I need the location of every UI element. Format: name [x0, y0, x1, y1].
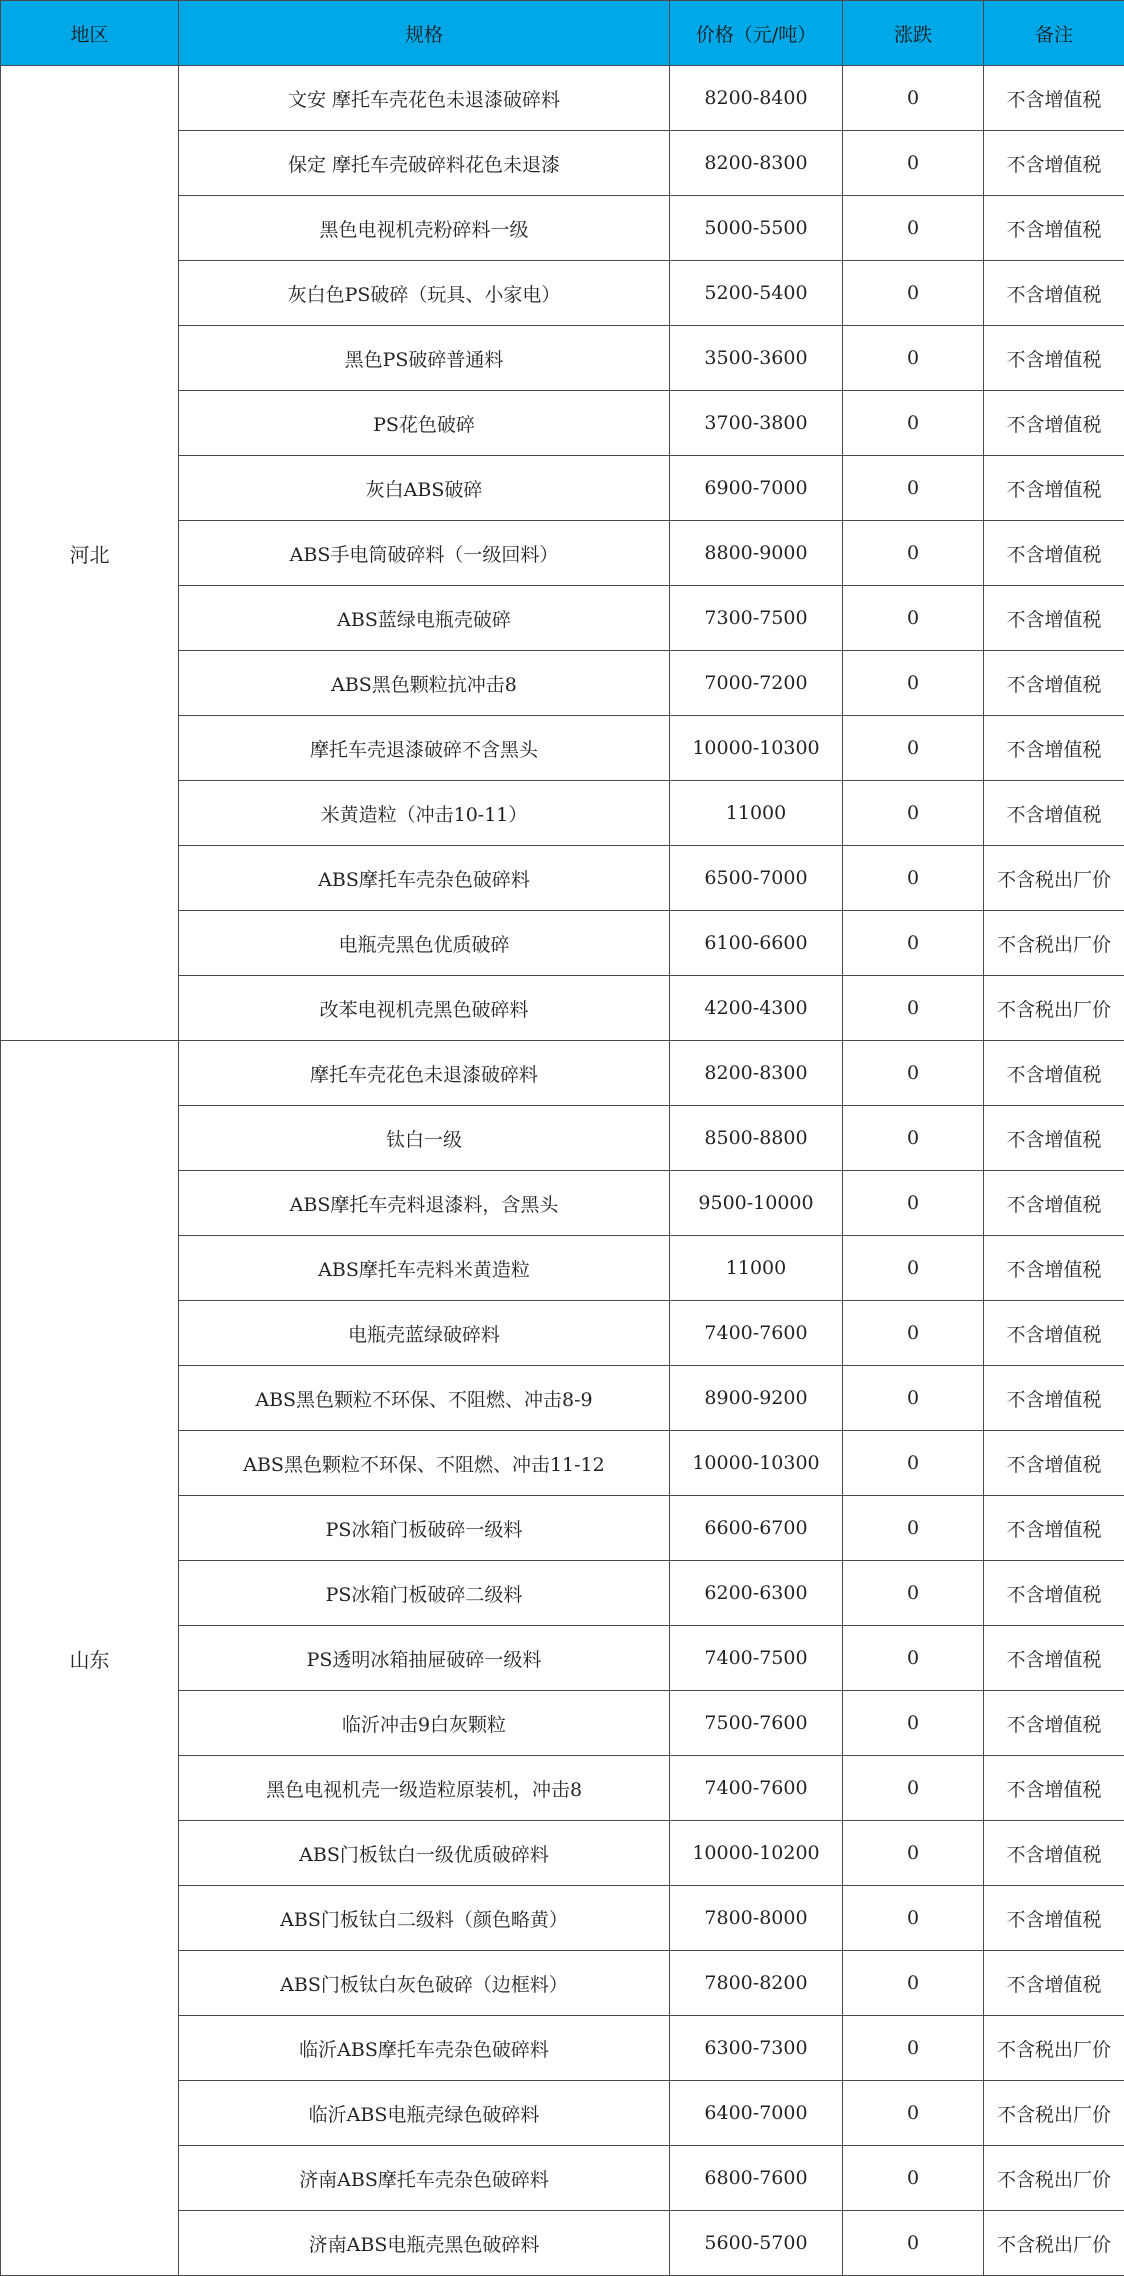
spec-cell: PS透明冰箱抽屉破碎一级料 [179, 1626, 670, 1691]
spec-cell: ABS门板钛白一级优质破碎料 [179, 1821, 670, 1886]
change-cell: 0 [843, 1041, 984, 1106]
note-cell: 不含增值税 [984, 1951, 1124, 2016]
note-cell: 不含增值税 [984, 196, 1124, 261]
note-cell: 不含增值税 [984, 1301, 1124, 1366]
table-header [1, 1, 1124, 66]
price-cell: 11000 [670, 1236, 843, 1301]
note-cell: 不含增值税 [984, 521, 1124, 586]
price-cell: 11000 [670, 781, 843, 846]
change-cell: 0 [843, 326, 984, 391]
spec-cell: 摩托车壳花色未退漆破碎料 [179, 1041, 670, 1106]
price-cell: 7400-7500 [670, 1626, 843, 1691]
note-cell: 不含增值税 [984, 326, 1124, 391]
spec-cell: 临沂ABS电瓶壳绿色破碎料 [179, 2081, 670, 2146]
spec-cell: 临沂冲击9白灰颗粒 [179, 1691, 670, 1756]
change-cell: 0 [843, 1431, 984, 1496]
note-cell: 不含增值税 [984, 716, 1124, 781]
spec-cell: 改苯电视机壳黑色破碎料 [179, 976, 670, 1041]
price-cell: 8200-8300 [670, 131, 843, 196]
change-cell: 0 [843, 1756, 984, 1821]
table-row [1, 66, 1124, 131]
region-cell: 河北 [1, 66, 179, 1041]
price-cell: 5000-5500 [670, 196, 843, 261]
header-note: 备注 [984, 1, 1124, 66]
spec-cell: 济南ABS电瓶壳黑色破碎料 [179, 2211, 670, 2276]
change-cell: 0 [843, 911, 984, 976]
change-cell: 0 [843, 716, 984, 781]
price-cell: 7300-7500 [670, 586, 843, 651]
change-cell: 0 [843, 2211, 984, 2276]
change-cell: 0 [843, 1496, 984, 1561]
spec-cell: 钛白一级 [179, 1106, 670, 1171]
note-cell: 不含税出厂价 [984, 846, 1124, 911]
spec-cell: PS冰箱门板破碎一级料 [179, 1496, 670, 1561]
spec-cell: 保定 摩托车壳破碎料花色未退漆 [179, 131, 670, 196]
price-cell: 7800-8000 [670, 1886, 843, 1951]
price-cell: 6400-7000 [670, 2081, 843, 2146]
note-cell: 不含税出厂价 [984, 911, 1124, 976]
change-cell: 0 [843, 781, 984, 846]
note-cell: 不含增值税 [984, 1821, 1124, 1886]
price-cell: 6900-7000 [670, 456, 843, 521]
price-cell: 10000-10300 [670, 1431, 843, 1496]
spec-cell: ABS摩托车壳料退漆料，含黑头 [179, 1171, 670, 1236]
spec-cell: 临沂ABS摩托车壳杂色破碎料 [179, 2016, 670, 2081]
price-cell: 7400-7600 [670, 1301, 843, 1366]
change-cell: 0 [843, 1886, 984, 1951]
price-cell: 9500-10000 [670, 1171, 843, 1236]
price-cell: 5200-5400 [670, 261, 843, 326]
region-cell: 山东 [1, 1041, 179, 2276]
spec-cell: 米黄造粒（冲击10-11） [179, 781, 670, 846]
change-cell: 0 [843, 1821, 984, 1886]
price-cell: 8200-8300 [670, 1041, 843, 1106]
price-cell: 6600-6700 [670, 1496, 843, 1561]
spec-cell: 黑色电视机壳一级造粒原装机，冲击8 [179, 1756, 670, 1821]
spec-cell: 黑色电视机壳粉碎料一级 [179, 196, 670, 261]
note-cell: 不含增值税 [984, 66, 1124, 131]
note-cell: 不含增值税 [984, 1431, 1124, 1496]
change-cell: 0 [843, 261, 984, 326]
change-cell: 0 [843, 1106, 984, 1171]
change-cell: 0 [843, 1691, 984, 1756]
note-cell: 不含增值税 [984, 131, 1124, 196]
table-body [1, 66, 1124, 2276]
spec-cell: PS花色破碎 [179, 391, 670, 456]
note-cell: 不含增值税 [984, 1106, 1124, 1171]
note-cell: 不含增值税 [984, 1171, 1124, 1236]
spec-cell: ABS门板钛白灰色破碎（边框料） [179, 1951, 670, 2016]
price-cell: 6500-7000 [670, 846, 843, 911]
change-cell: 0 [843, 846, 984, 911]
note-cell: 不含增值税 [984, 1496, 1124, 1561]
price-cell: 10000-10200 [670, 1821, 843, 1886]
price-cell: 6100-6600 [670, 911, 843, 976]
price-cell: 7000-7200 [670, 651, 843, 716]
header-change: 涨跌 [843, 1, 984, 66]
note-cell: 不含增值税 [984, 781, 1124, 846]
note-cell: 不含增值税 [984, 1236, 1124, 1301]
header-spec: 规格 [179, 1, 670, 66]
spec-cell: 电瓶壳蓝绿破碎料 [179, 1301, 670, 1366]
change-cell: 0 [843, 1951, 984, 2016]
note-cell: 不含增值税 [984, 1041, 1124, 1106]
change-cell: 0 [843, 2016, 984, 2081]
note-cell: 不含税出厂价 [984, 2016, 1124, 2081]
price-cell: 10000-10300 [670, 716, 843, 781]
note-cell: 不含增值税 [984, 1886, 1124, 1951]
note-cell: 不含增值税 [984, 1366, 1124, 1431]
change-cell: 0 [843, 1171, 984, 1236]
note-cell: 不含增值税 [984, 1561, 1124, 1626]
price-cell: 3700-3800 [670, 391, 843, 456]
note-cell: 不含增值税 [984, 1691, 1124, 1756]
change-cell: 0 [843, 651, 984, 716]
spec-cell: ABS黑色颗粒不环保、不阻燃、冲击8-9 [179, 1366, 670, 1431]
price-cell: 6200-6300 [670, 1561, 843, 1626]
change-cell: 0 [843, 586, 984, 651]
change-cell: 0 [843, 2146, 984, 2211]
spec-cell: 摩托车壳退漆破碎不含黑头 [179, 716, 670, 781]
note-cell: 不含增值税 [984, 391, 1124, 456]
spec-cell: 灰白色PS破碎（玩具、小家电） [179, 261, 670, 326]
table-row [1, 1041, 1124, 1106]
change-cell: 0 [843, 1561, 984, 1626]
change-cell: 0 [843, 196, 984, 261]
note-cell: 不含税出厂价 [984, 976, 1124, 1041]
note-cell: 不含增值税 [984, 651, 1124, 716]
note-cell: 不含税出厂价 [984, 2081, 1124, 2146]
note-cell: 不含增值税 [984, 1626, 1124, 1691]
spec-cell: 电瓶壳黑色优质破碎 [179, 911, 670, 976]
price-cell: 7400-7600 [670, 1756, 843, 1821]
change-cell: 0 [843, 66, 984, 131]
price-cell: 4200-4300 [670, 976, 843, 1041]
spec-cell: ABS摩托车壳料米黄造粒 [179, 1236, 670, 1301]
spec-cell: 文安 摩托车壳花色未退漆破碎料 [179, 66, 670, 131]
change-cell: 0 [843, 1301, 984, 1366]
change-cell: 0 [843, 2081, 984, 2146]
change-cell: 0 [843, 521, 984, 586]
spec-cell: 黑色PS破碎普通料 [179, 326, 670, 391]
price-cell: 6800-7600 [670, 2146, 843, 2211]
spec-cell: ABS门板钛白二级料（颜色略黄） [179, 1886, 670, 1951]
note-cell: 不含增值税 [984, 586, 1124, 651]
spec-cell: ABS手电筒破碎料（一级回料） [179, 521, 670, 586]
change-cell: 0 [843, 1236, 984, 1301]
header-price: 价格（元/吨） [670, 1, 843, 66]
header-row [1, 1, 1124, 66]
spec-cell: 灰白ABS破碎 [179, 456, 670, 521]
price-cell: 8800-9000 [670, 521, 843, 586]
note-cell: 不含增值税 [984, 1756, 1124, 1821]
price-cell: 8500-8800 [670, 1106, 843, 1171]
change-cell: 0 [843, 976, 984, 1041]
change-cell: 0 [843, 131, 984, 196]
spec-cell: ABS蓝绿电瓶壳破碎 [179, 586, 670, 651]
spec-cell: 济南ABS摩托车壳杂色破碎料 [179, 2146, 670, 2211]
change-cell: 0 [843, 391, 984, 456]
note-cell: 不含税出厂价 [984, 2211, 1124, 2276]
price-cell: 6300-7300 [670, 2016, 843, 2081]
price-cell: 8900-9200 [670, 1366, 843, 1431]
note-cell: 不含增值税 [984, 456, 1124, 521]
price-cell: 5600-5700 [670, 2211, 843, 2276]
spec-cell: PS冰箱门板破碎二级料 [179, 1561, 670, 1626]
price-cell: 3500-3600 [670, 326, 843, 391]
change-cell: 0 [843, 456, 984, 521]
spec-cell: ABS黑色颗粒不环保、不阻燃、冲击11-12 [179, 1431, 670, 1496]
change-cell: 0 [843, 1366, 984, 1431]
change-cell: 0 [843, 1626, 984, 1691]
spec-cell: ABS摩托车壳杂色破碎料 [179, 846, 670, 911]
spec-cell: ABS黑色颗粒抗冲击8 [179, 651, 670, 716]
price-cell: 8200-8400 [670, 66, 843, 131]
note-cell: 不含税出厂价 [984, 2146, 1124, 2211]
price-cell: 7500-7600 [670, 1691, 843, 1756]
price-cell: 7800-8200 [670, 1951, 843, 2016]
note-cell: 不含增值税 [984, 261, 1124, 326]
header-region: 地区 [1, 1, 179, 66]
